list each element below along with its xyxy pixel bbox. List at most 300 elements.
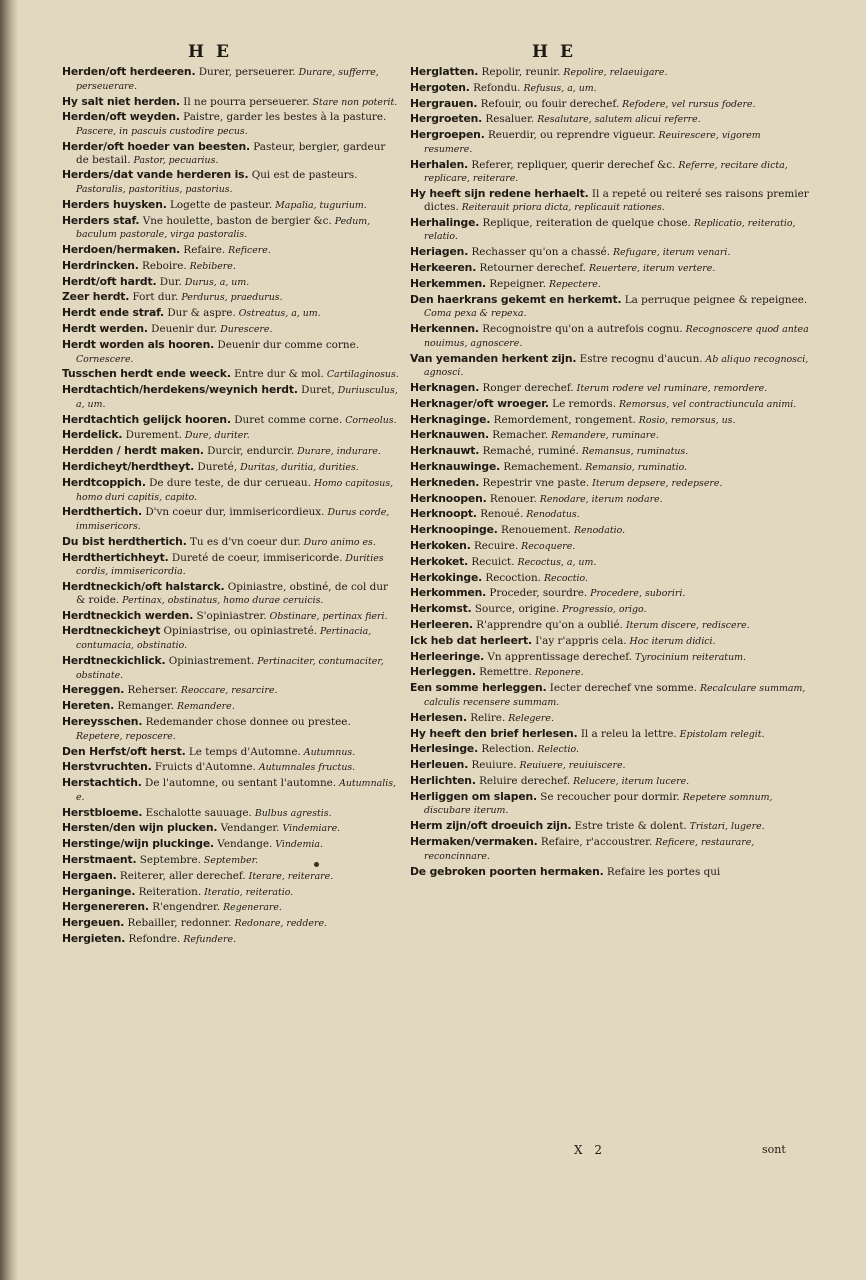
entry-french: Dur & aspre. [164, 307, 236, 320]
entry-headword: Hergenereren. [62, 900, 149, 914]
dictionary-entry [410, 159, 810, 186]
dictionary-entry [62, 66, 400, 93]
entry-french: Pasteur, bergier, gardeur de bestail. [76, 140, 386, 166]
entry-latin: Pascere, in pascuis custodire pecus. [76, 126, 248, 137]
dictionary-entry [410, 188, 810, 214]
entry-headword: Herm zijn/oft droeuich zijn. [410, 819, 572, 833]
entry-headword: Hergieten. [62, 932, 126, 946]
entry-latin: Remorsus, vel contractiuncula animi. [616, 398, 797, 410]
dictionary-entry [62, 169, 400, 196]
entry-latin: Iteratio, reiteratio. [201, 886, 294, 898]
dictionary-entry [62, 384, 400, 411]
dictionary-entry [410, 820, 810, 834]
entry-french: Refaire les portes qui [603, 865, 721, 878]
entry-headword: Hy heeft sijn redene herhaelt. [410, 187, 589, 201]
dictionary-entry [62, 339, 400, 366]
dictionary-entry [410, 651, 810, 665]
entry-latin: Reuiuere, reuiuiscere. [516, 760, 626, 772]
entry-headword: Herkoken. [410, 539, 471, 553]
entry-french: Remettre. [475, 666, 532, 679]
dictionary-entry [410, 493, 810, 507]
entry-latin: Repetere, reposcere. [76, 730, 176, 742]
dictionary-entry [410, 66, 810, 80]
entry-french: Remanger. [114, 700, 175, 713]
entry-latin: Durare, indurare. [294, 446, 381, 458]
entry-latin: Resalutare, salutem alicui referre. [534, 114, 701, 126]
entry-french: Renouement. [497, 524, 571, 537]
entry-headword: Herdthertichheyt. [62, 550, 169, 564]
entry-headword: Herknoopt. [410, 507, 477, 521]
dictionary-entry [410, 262, 810, 276]
entry-headword: Herdtneckich werden. [62, 608, 194, 622]
entry-headword: Herknagen. [410, 381, 480, 395]
entry-headword: Ick heb dat herleert. [410, 633, 532, 647]
dictionary-entry [62, 625, 400, 652]
entry-french: La perruque peignee & repeignee. [621, 293, 808, 306]
dictionary-entry [62, 700, 400, 714]
entry-latin: Repetere somnum, discubare iterum. [424, 791, 773, 817]
entry-headword: Herganinge. [62, 884, 136, 898]
entry-french: Dur. [156, 275, 182, 288]
dictionary-entry [62, 777, 400, 804]
entry-french: Deuenir dur. [147, 323, 218, 336]
entry-headword: Tusschen herdt ende weeck. [62, 367, 231, 381]
entry-french: Repeigner. [486, 277, 547, 290]
entry-headword: Herleggen. [410, 665, 476, 679]
entry-headword: Herkoket. [410, 554, 469, 568]
entry-french: R'engendrer. [148, 901, 221, 914]
entry-french: Recuire. [470, 540, 519, 553]
entry-latin: Recoctio. [540, 572, 588, 584]
entry-french: Paistre, garder les bestes à la pasture. [179, 111, 387, 124]
dictionary-entry [62, 141, 400, 167]
dictionary-entry [62, 822, 400, 836]
entry-french: R'apprendre qu'on a oublié. [472, 619, 623, 632]
entry-latin: Pertinaciter, contumaciter, obstinate. [76, 655, 384, 681]
catchword: sont [762, 1143, 786, 1156]
entry-latin: Replicatio, reiteratio, relatio. [424, 217, 796, 243]
entry-latin: Durescere. [217, 324, 273, 336]
entry-french: Septembre. [136, 854, 201, 867]
entry-latin: Bulbus agrestis. [251, 807, 332, 819]
entry-latin: Reoccare, resarcire. [177, 685, 278, 697]
entry-latin: Tristari, lugere. [686, 821, 765, 833]
entry-headword: Herstbloeme. [62, 805, 143, 819]
dictionary-entry [62, 260, 400, 274]
dictionary-entry [410, 775, 810, 789]
entry-headword: Hergeuen. [62, 916, 125, 930]
entry-french: Repolir, reunir. [478, 66, 561, 78]
entry-latin: Progressio, origo. [559, 604, 647, 616]
entry-french: Fruicts d'Automne. [151, 761, 256, 774]
dictionary-entry [410, 603, 810, 617]
entry-french: Iecter derechef vne somme. [546, 682, 697, 695]
entry-latin: Refusus, a, um. [520, 82, 597, 94]
entry-headword: Herdtcoppich. [62, 475, 146, 489]
dictionary-entry [62, 901, 400, 915]
dictionary-entry [410, 619, 810, 633]
entry-latin: Pastoralis, pastoritius, pastorius. [76, 184, 233, 195]
dictionary-entry [62, 414, 400, 428]
entry-french: De l'automne, ou sentant l'automne. [141, 777, 337, 790]
entry-headword: Herders/dat vande herderen is. [62, 168, 249, 182]
entry-latin: Durare, sufferre, perseuerare. [76, 67, 379, 92]
dictionary-entry [410, 113, 810, 127]
entry-headword: Hergroepen. [410, 128, 485, 142]
signature-mark: X 2 [574, 1143, 606, 1157]
entry-french: Recoction. [482, 571, 541, 584]
dictionary-entry [410, 323, 810, 350]
entry-headword: Herkomst. [410, 602, 472, 616]
entry-headword: Herkneden. [410, 475, 480, 489]
entry-latin: Referre, recitare dicta, replicare, reiterare. [424, 159, 788, 185]
entry-french: Qui est de pasteurs. [248, 169, 358, 182]
entry-latin: September. [200, 855, 259, 867]
entry-latin: Durus, a, um. [181, 276, 250, 288]
dictionary-entry [62, 746, 400, 760]
left-column [62, 66, 400, 949]
entry-latin: Cornescere. [76, 353, 134, 365]
entry-french: Reiteration. [135, 885, 202, 898]
entry-latin: Relucere, iterum lucere. [570, 775, 690, 787]
entry-headword: Herdtneckichlick. [62, 653, 166, 667]
entry-french: Refaire, r'accoustrer. [537, 836, 653, 848]
entry-french: Refaire. [180, 244, 226, 257]
entry-latin: Rebibere. [186, 260, 236, 272]
entry-french: Opiniastrise, ou opiniastreté. [160, 625, 318, 638]
entry-latin: Homo capitosus, homo duri capitis, capito. [76, 477, 394, 503]
entry-latin: Duriusculus, a, um. [76, 385, 398, 410]
entry-headword: Den haerkrans gekemt en herkemt. [410, 292, 622, 306]
entry-latin: Corneolus. [342, 414, 397, 426]
entry-latin: Remansus, ruminatus. [578, 446, 689, 458]
entry-french: Remaché, ruminé. [479, 445, 579, 458]
entry-french: Proceder, sourdre. [486, 587, 588, 600]
entry-headword: Herkommen. [410, 586, 487, 600]
entry-headword: Hereten. [62, 699, 115, 713]
dictionary-entry [410, 477, 810, 491]
dictionary-entry [62, 244, 400, 258]
entry-headword: Herdt ende straf. [62, 306, 165, 320]
entry-headword: Herlesen. [410, 710, 467, 724]
dictionary-entry [62, 199, 400, 213]
entry-latin: Pertinacia, contumacia, obstinatio. [76, 626, 372, 652]
entry-latin: Pertinax, obstinatus, homo durae ceruicis. [119, 594, 324, 606]
entry-french: Recognoistre qu'on a autrefois cognu. [478, 323, 683, 336]
dictionary-entry [62, 461, 400, 475]
entry-latin: Iterum discere, rediscere. [622, 620, 750, 632]
entry-latin: Durities cordis, immisericordia. [76, 552, 384, 578]
entry-french: Il a releu la lettre. [577, 727, 677, 740]
entry-french: Durcir, endurcir. [203, 445, 295, 458]
entry-headword: De gebroken poorten hermaken. [410, 864, 604, 878]
entry-headword: Du bist herdthertich. [62, 534, 187, 548]
dictionary-entry [62, 307, 400, 321]
entry-french: Entre dur & mol. [230, 368, 324, 381]
entry-latin: Vindemia. [272, 839, 323, 851]
entry-headword: Herders staf. [62, 213, 140, 227]
entry-french: Resaluer. [482, 113, 535, 126]
entry-french: Reuiure. [468, 759, 517, 772]
entry-headword: Herhalen. [410, 157, 469, 171]
dictionary-entry [62, 368, 400, 382]
entry-headword: Hergrauen. [410, 96, 478, 110]
dictionary-entry [410, 540, 810, 554]
entry-headword: Herdthertich. [62, 505, 143, 519]
entry-headword: Herdtneckich/oft halstarck. [62, 580, 225, 594]
dictionary-entry [410, 353, 810, 380]
entry-latin: Reponere. [531, 667, 584, 679]
entry-headword: Herliggen om slapen. [410, 789, 537, 803]
entry-headword: Herleeringe. [410, 649, 485, 663]
entry-french: Referer, repliquer, querir derechef &c. [468, 158, 676, 171]
left-running-head: H E [188, 42, 232, 62]
dictionary-entry [410, 635, 810, 649]
entry-headword: Herlichten. [410, 773, 476, 787]
entry-latin: Coma pexa & repexa. [424, 308, 527, 320]
entry-latin: Redonare, reddere. [231, 918, 327, 930]
dictionary-entry [410, 217, 810, 244]
entry-french: Repestrir vne paste. [479, 476, 590, 489]
entry-headword: Herkeeren. [410, 260, 477, 274]
dictionary-entry [62, 761, 400, 775]
entry-french: Deuenir dur comme corne. [214, 338, 360, 351]
entry-headword: Herknauwen. [410, 428, 489, 442]
entry-headword: Hersten/den wijn plucken. [62, 821, 218, 835]
entry-latin: Iterum rodere vel ruminare, remordere. [573, 383, 768, 395]
dictionary-entry [62, 807, 400, 821]
dictionary-entry [62, 552, 400, 579]
entry-french: Refouir, ou fouir derechef. [477, 97, 620, 110]
entry-headword: Hergaen. [62, 868, 117, 882]
entry-latin: Dure, duriter. [181, 430, 250, 442]
entry-french: Replique, reiteration de quelque chose. [479, 216, 691, 229]
entry-headword: Herknauwt. [410, 444, 480, 458]
entry-french: Reluire derechef. [475, 774, 571, 787]
entry-latin: Iterare, reiterare. [245, 870, 334, 882]
entry-headword: Herdicheyt/herdtheyt. [62, 460, 195, 474]
entry-french: Estre recognu d'aucun. [576, 352, 703, 365]
dictionary-entry [410, 429, 810, 443]
entry-french: Renouer. [486, 492, 537, 505]
entry-french: Durement. [122, 429, 182, 442]
entry-french: Vne houlette, baston de bergier &c. [139, 214, 332, 227]
dictionary-entry [62, 917, 400, 931]
entry-latin: Remandere, ruminare. [548, 430, 659, 442]
entry-latin: Recognoscere quod antea nouimus, agnoscere. [424, 324, 809, 349]
entry-french: Opiniastre, obstiné, de col dur & roide. [76, 581, 388, 606]
entry-french: Durer, perseuerer. [195, 66, 296, 78]
dictionary-entry [410, 398, 810, 412]
entry-french: Reiterer, aller derechef. [116, 869, 246, 882]
entry-latin: Epistolam relegit. [676, 728, 765, 740]
entry-latin: Reiterauit priora dicta, replicauit rationes. [458, 201, 665, 213]
entry-french: Duret comme corne. [230, 413, 343, 426]
entry-headword: Hergroeten. [410, 112, 483, 126]
dictionary-entry [410, 294, 810, 321]
entry-french: Vendange. [213, 838, 273, 851]
entry-headword: Herstvruchten. [62, 760, 152, 774]
entry-latin: Procedere, suboriri. [587, 588, 686, 600]
entry-french: Le temps d'Automne. [185, 745, 301, 758]
dictionary-entry [410, 712, 810, 726]
entry-french: Reuerdir, ou reprendre vigueur. [484, 129, 656, 142]
entry-headword: Herden/oft herdeeren. [62, 65, 196, 78]
entry-french: Relection. [478, 743, 535, 756]
dictionary-entry [410, 98, 810, 112]
entry-latin: Rosio, remorsus, us. [635, 414, 736, 426]
page-gutter-shadow [0, 0, 18, 1280]
dictionary-entry [62, 854, 400, 868]
entry-french: Eschalotte sauuage. [142, 806, 252, 819]
entry-headword: Hereggen. [62, 683, 125, 697]
entry-french: Ronger derechef. [479, 382, 574, 395]
entry-french: Opiniastrement. [165, 654, 255, 667]
entry-latin: Durus corde, immisericors. [76, 507, 390, 533]
dictionary-entry [62, 477, 400, 504]
dictionary-entry [62, 684, 400, 698]
entry-latin: Tyrocinium reiteratum. [632, 651, 746, 663]
dictionary-entry [62, 933, 400, 947]
entry-french: Refondre. [125, 933, 181, 946]
entry-headword: Herhalinge. [410, 215, 480, 229]
entry-french: Refondu. [469, 81, 521, 94]
dictionary-entry [410, 524, 810, 538]
entry-latin: Repectere. [546, 278, 601, 290]
entry-headword: Herknoopen. [410, 491, 487, 505]
entry-french: Source, origine. [471, 603, 560, 616]
entry-latin: Renodatus. [523, 509, 580, 521]
dictionary-entry [410, 791, 810, 818]
dictionary-entry [410, 382, 810, 396]
entry-french: Estre triste & dolent. [571, 820, 687, 833]
entry-latin: Reficere, restaurare, reconcinnare. [424, 837, 755, 862]
entry-latin: Vindemiare. [279, 823, 341, 835]
dictionary-entry [410, 461, 810, 475]
entry-french: Renoué. [476, 508, 524, 521]
entry-headword: Herstachtich. [62, 776, 142, 790]
dictionary-entry [62, 323, 400, 337]
entry-french: Redemander chose donnee ou prestee. [142, 716, 351, 729]
entry-latin: Autumnalis, e. [76, 778, 396, 803]
entry-latin: Reuirescere, vigorem resumere. [424, 130, 761, 155]
dictionary-entry [62, 838, 400, 852]
entry-french: Reherser. [124, 684, 178, 697]
dictionary-entry [410, 866, 810, 880]
entry-french: Remacher. [488, 429, 549, 442]
entry-headword: Herglatten. [410, 65, 479, 78]
entry-french: Logette de pasteur. [166, 198, 273, 211]
entry-french: Rebailler, redonner. [124, 917, 232, 930]
dictionary-entry [62, 716, 400, 743]
dictionary-entry [410, 129, 810, 156]
entry-french: Vendanger. [217, 822, 280, 835]
entry-french: D'vn coeur dur, immisericordieux. [142, 506, 325, 519]
dictionary-entry [410, 743, 810, 757]
entry-latin: Hoc iterum didici. [626, 635, 716, 647]
entry-latin: Stare non poterit. [309, 96, 398, 108]
entry-french: I'ay r'appris cela. [531, 634, 627, 647]
entry-latin: Iterum depsere, redepsere. [589, 477, 723, 489]
dictionary-entry [62, 536, 400, 550]
entry-headword: Van yemanden herkent zijn. [410, 351, 577, 365]
entry-latin: Remandere. [174, 701, 235, 713]
dictionary-entry [410, 278, 810, 292]
entry-latin: Cartilaginosus. [323, 369, 399, 381]
entry-french: Dureté, [194, 461, 238, 474]
dictionary-entry [410, 556, 810, 570]
entry-latin: Pastor, pecuarius. [130, 154, 219, 166]
entry-french: Retourner derechef. [476, 261, 586, 274]
entry-latin: Ab aliquo recognosci, agnosci. [424, 353, 809, 379]
dictionary-entry [410, 414, 810, 428]
entry-latin: Renodare, iterum nodare. [536, 493, 663, 505]
dictionary-entry [410, 572, 810, 586]
entry-latin: Autumnus. [300, 746, 356, 758]
dictionary-entry [62, 276, 400, 290]
entry-latin: Duritas, duritia, durities. [237, 462, 359, 474]
entry-headword: Hy heeft den brief herlesen. [410, 726, 578, 740]
entry-headword: Herkemmen. [410, 276, 487, 290]
entry-headword: Hy salt niet herden. [62, 94, 180, 108]
dictionary-entry [62, 429, 400, 443]
entry-headword: Herstinge/wijn pluckinge. [62, 837, 214, 851]
dictionary-entry [410, 445, 810, 459]
entry-headword: Herdtachtich/herdekens/weynich herdt. [62, 383, 298, 397]
dictionary-entry [62, 506, 400, 533]
entry-latin: Pedum, baculum pastorale, virga pastoralis. [76, 215, 371, 241]
entry-headword: Herdtachtich gelijck hooren. [62, 412, 231, 426]
dictionary-entry [410, 682, 810, 709]
entry-headword: Herdt werden. [62, 322, 148, 336]
dictionary-entry [62, 581, 400, 607]
entry-latin: Relegere. [505, 712, 554, 724]
entry-headword: Heriagen. [410, 245, 469, 259]
entry-headword: Herknauwinge. [410, 460, 501, 474]
entry-french: De dure teste, de dur cerueau. [145, 476, 311, 489]
entry-french: Vn apprentissage derechef. [484, 650, 633, 663]
entry-headword: Herder/oft hoeder van beesten. [62, 139, 250, 153]
entry-french: Le remords. [548, 397, 617, 410]
entry-latin: Refugare, iterum venari. [610, 247, 731, 259]
entry-french: Fort dur. [129, 291, 179, 304]
entry-latin: Obstinare, pertinax fieri. [266, 610, 388, 622]
entry-headword: Herlesinge. [410, 742, 479, 756]
entry-headword: Herknoopinge. [410, 523, 498, 537]
entry-headword: Herdt/oft hardt. [62, 274, 157, 288]
right-running-head: H E [532, 42, 576, 62]
dictionary-entry [410, 728, 810, 742]
dictionary-entry [62, 96, 400, 110]
entry-french: Recuict. [468, 555, 515, 568]
dictionary-entry [62, 111, 400, 138]
entry-french: S'opiniastrer. [193, 609, 267, 622]
entry-french: Dureté de coeur, immisericorde. [168, 551, 343, 564]
entry-headword: Herden/oft weyden. [62, 110, 180, 124]
entry-headword: Den Herfst/oft herst. [62, 744, 186, 758]
dictionary-entry [410, 82, 810, 96]
entry-headword: Herkokinge. [410, 570, 483, 584]
entry-headword: Herkennen. [410, 322, 479, 336]
dictionary-entry [62, 215, 400, 242]
dictionary-entry [410, 666, 810, 680]
entry-headword: Hermaken/vermaken. [410, 835, 538, 848]
dictionary-entry [410, 587, 810, 601]
dictionary-entry [410, 246, 810, 260]
entry-french: Remordement, rongement. [490, 413, 636, 426]
entry-headword: Hereysschen. [62, 715, 143, 729]
entry-headword: Herleeren. [410, 618, 473, 632]
